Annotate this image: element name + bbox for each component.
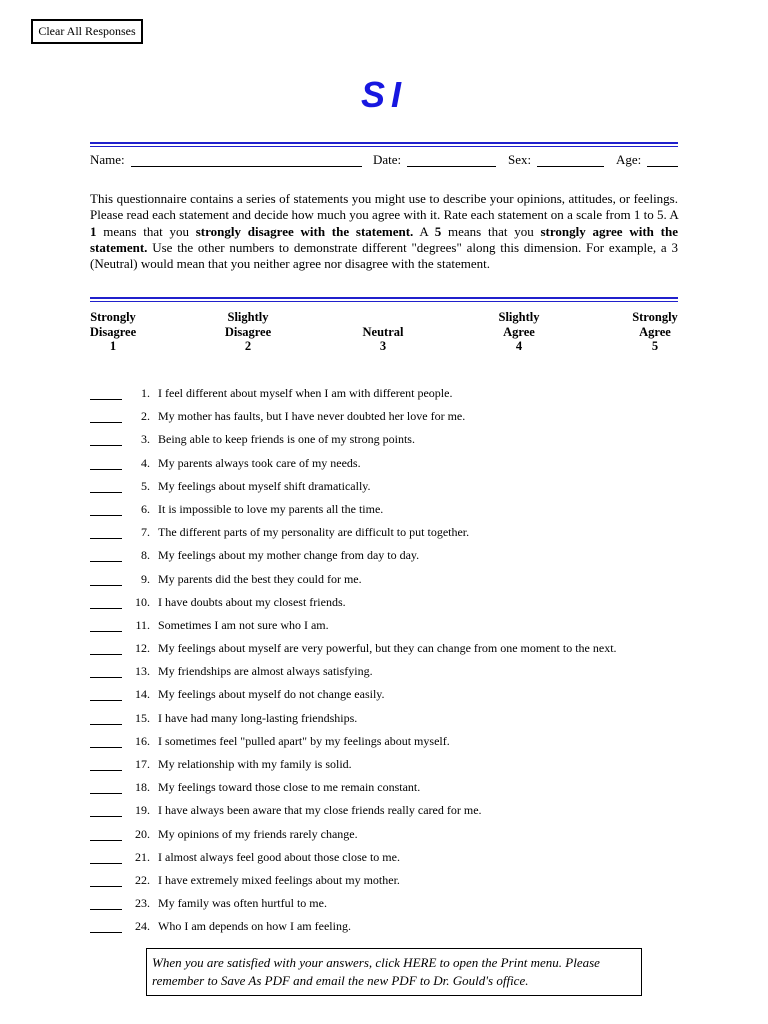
statement-text: My feelings about my mother change from day to day. [158, 548, 420, 563]
intro-bold: 5 [434, 223, 442, 239]
statement-text: My feelings about myself shift dramatically. [158, 478, 371, 493]
statement-text: My relationship with my family is solid. [158, 757, 352, 771]
statement-row [90, 546, 690, 569]
statement-row [90, 917, 690, 940]
statement-number: 14. [135, 687, 150, 702]
statement-text: I have had many long-lasting friendships. [158, 710, 358, 725]
statement-number: 10. [135, 594, 150, 609]
intro-bold: strongly agree with the statement. [90, 223, 678, 255]
statement-row [90, 848, 690, 871]
statement-row [90, 894, 690, 917]
statement-row [90, 825, 690, 848]
intro-text: Use the other numbers to demonstrate different "degrees" along this dimension. For example, a 3 (Neutral) would mean that you neither agree nor disagree with the statement. [90, 239, 678, 272]
statement-row [90, 523, 690, 546]
answer-field[interactable] [90, 715, 122, 725]
answer-field[interactable] [90, 923, 122, 933]
intro-bold: 1 [90, 223, 97, 239]
statement-list [90, 384, 690, 941]
statement-row [90, 732, 690, 755]
statement-number: 3. [141, 432, 150, 447]
statement-number: 5. [141, 478, 150, 493]
answer-field[interactable] [90, 576, 122, 586]
statement-text: My parents always took care of my needs. [158, 455, 361, 470]
statement-row [90, 871, 690, 894]
statement-number: 20. [135, 826, 150, 841]
scale-label: Neutral [362, 324, 404, 339]
intro-text: This questionnaire contains a series of statements you might use to describe your opinions, attitudes, or feelings. Please read each statement and decide how much you agree with it. Rate each statement on a scale from 1 to 5. A [90, 191, 678, 223]
statement-text: I almost always feel good about those close to me. [158, 849, 400, 864]
statement-row [90, 639, 690, 662]
statement-number: 9. [141, 571, 150, 586]
statement-text: Who I am depends on how I am feeling. [158, 919, 351, 934]
statement-text: My parents did the best they could for me. [158, 571, 362, 586]
statement-text: It is impossible to love my parents all the time. [158, 501, 384, 516]
divider [90, 142, 678, 147]
statement-number: 19. [135, 803, 150, 818]
divider [90, 297, 678, 302]
statement-row [90, 801, 690, 824]
scale-number: 2 [244, 339, 252, 353]
statement-text: I sometimes feel "pulled apart" by my feelings about myself. [158, 733, 450, 748]
statement-text: Being able to keep friends is one of my strong points. [158, 432, 415, 447]
answer-field[interactable] [90, 668, 122, 678]
statement-number: 6. [141, 501, 150, 516]
answer-field[interactable] [90, 761, 122, 771]
statement-text: I have doubts about my closest friends. [158, 594, 346, 609]
statement-number: 4. [141, 455, 150, 470]
statement-text: Sometimes I am not sure who I am. [158, 617, 329, 632]
scale-number: 1 [109, 339, 117, 353]
statement-number: 22. [135, 872, 150, 887]
statement-number: 15. [135, 710, 150, 725]
scale-label: Slightly [227, 310, 269, 324]
statement-number: 1. [141, 386, 150, 400]
statement-row [90, 662, 690, 685]
statement-text: My feelings about myself are very powerful, but they can change from one moment to the next. [158, 641, 617, 656]
answer-field[interactable] [90, 691, 122, 701]
statement-text: I have extremely mixed feelings about my mother. [158, 872, 400, 887]
statement-row [90, 755, 690, 778]
intro-text: means that you [96, 223, 196, 239]
statement-number: 12. [135, 641, 150, 656]
statement-number: 2. [141, 409, 150, 424]
scale-label: Strongly [90, 310, 136, 324]
answer-field[interactable] [90, 877, 122, 887]
statement-number: 16. [135, 733, 150, 748]
answer-field[interactable] [90, 854, 122, 864]
statement-row [90, 685, 690, 708]
scale-number: 3 [379, 339, 387, 353]
answer-field[interactable] [90, 807, 122, 817]
answer-field[interactable] [90, 390, 122, 400]
statement-text: I have always been aware that my close friends really cared for me. [158, 803, 482, 818]
page-title: SI [360, 74, 407, 115]
statement-row [90, 593, 690, 616]
statement-row [90, 407, 690, 430]
statement-text: My mother has faults, but I have never doubted her love for me. [158, 409, 466, 424]
scale-point-3 [348, 325, 418, 354]
statement-text: My feelings about myself do not change easily. [158, 687, 385, 702]
age-field[interactable] [647, 154, 678, 167]
statement-row [90, 430, 690, 453]
statement-text: My friendships are almost always satisfying. [158, 664, 373, 679]
statement-number: 13. [135, 664, 150, 679]
answer-field[interactable] [90, 784, 122, 794]
clear-all-responses-button[interactable]: Clear All Responses [31, 19, 143, 44]
statement-row [90, 570, 690, 593]
answer-field[interactable] [90, 599, 122, 609]
print-instructions-link[interactable]: When you are satisfied with your answers, click HERE to open the Print menu. Please remember to Save As PDF and email the new PDF to Dr. Gould's office. [146, 948, 642, 996]
respondent-info-row [90, 152, 680, 170]
scale-label: Disagree [224, 324, 272, 339]
statement-text: The different parts of my personality are difficult to put together. [158, 525, 470, 540]
statement-text: My opinions of my friends rarely change. [158, 826, 358, 841]
statement-row [90, 477, 690, 500]
statement-number: 23. [135, 896, 150, 911]
scale-label: Agree [503, 324, 535, 339]
answer-field[interactable] [90, 645, 122, 655]
statement-number: 8. [141, 548, 150, 563]
statement-text: My feelings toward those close to me remain constant. [158, 780, 421, 795]
answer-field[interactable] [90, 460, 122, 470]
statement-row [90, 454, 690, 477]
statement-number: 17. [135, 757, 150, 771]
age-label: Age: [616, 152, 642, 167]
answer-field[interactable] [90, 900, 122, 910]
name-field[interactable] [131, 154, 362, 167]
scale-number: 4 [515, 339, 523, 353]
statement-row [90, 778, 690, 801]
statement-row [90, 616, 690, 639]
statement-number: 11. [135, 617, 150, 632]
sex-field[interactable] [537, 154, 604, 167]
statement-number: 24. [135, 919, 150, 934]
scale-point-1 [78, 310, 148, 354]
sex-label: Sex: [508, 152, 532, 167]
scale-label: Slightly [498, 310, 540, 324]
answer-field[interactable] [90, 506, 122, 516]
answer-field[interactable] [90, 529, 122, 539]
instructions-paragraph [90, 191, 678, 272]
answer-field[interactable] [90, 738, 122, 748]
statement-row [90, 500, 690, 523]
date-field[interactable] [407, 154, 496, 167]
intro-bold: strongly disagree with the statement. [195, 223, 414, 239]
scale-label: Agree [639, 324, 671, 339]
date-label: Date: [373, 152, 402, 167]
statement-row [90, 384, 690, 407]
scale-point-5 [620, 310, 690, 354]
intro-text: means that you [441, 223, 541, 239]
scale-number: 5 [651, 339, 659, 353]
scale-label: Disagree [89, 324, 137, 339]
answer-field[interactable] [90, 413, 122, 423]
statement-number: 7. [141, 525, 150, 540]
answer-field[interactable] [90, 831, 122, 841]
answer-field[interactable] [90, 622, 122, 632]
statement-text: I feel different about myself when I am with different people. [158, 386, 453, 400]
scale-point-4 [484, 310, 554, 354]
answer-field[interactable] [90, 436, 122, 446]
statement-row [90, 709, 690, 732]
statement-number: 21. [135, 849, 150, 864]
statement-text: My family was often hurtful to me. [158, 896, 327, 911]
intro-text: A [413, 223, 435, 239]
answer-field[interactable] [90, 483, 122, 493]
scale-label: Strongly [632, 310, 678, 324]
scale-point-2 [213, 310, 283, 354]
answer-field[interactable] [90, 552, 122, 562]
name-label: Name: [90, 152, 125, 167]
statement-number: 18. [135, 780, 150, 795]
